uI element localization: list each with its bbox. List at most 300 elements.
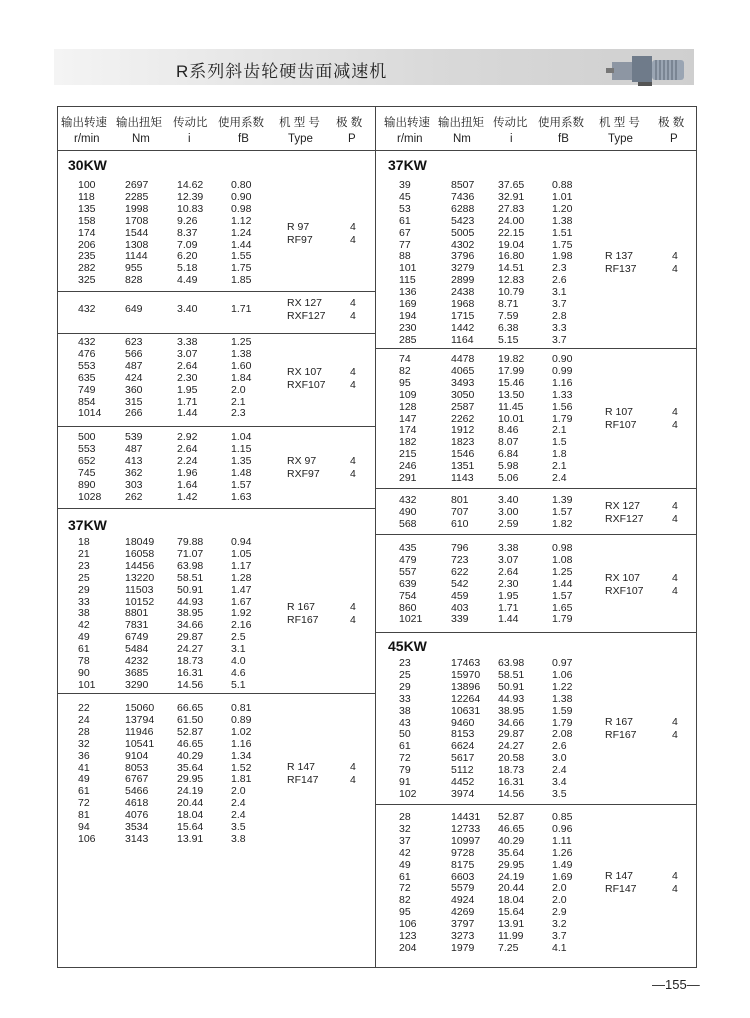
ratio-cell: 2.64 [177,442,198,455]
torque-cell: 13896 [451,680,481,693]
speed-cell: 41 [78,761,90,774]
header-poles-unit: P [348,133,356,145]
model-type-label: R 107 [605,406,634,419]
ratio-cell: 7.59 [498,309,519,322]
ratio-cell: 16.80 [498,250,525,263]
torque-cell: 622 [451,565,469,578]
torque-cell: 16058 [125,547,155,560]
torque-cell: 3290 [125,678,149,691]
torque-cell: 262 [125,490,143,503]
torque-cell: 13220 [125,571,155,584]
torque-cell: 4924 [451,894,475,907]
factor-cell: 1.51 [552,226,573,239]
poles-label: 4 [350,233,356,246]
speed-cell: 860 [399,601,417,614]
model-type-label: RXF107 [605,584,644,597]
speed-cell: 118 [78,190,95,203]
speed-cell: 50 [399,728,411,741]
speed-cell: 22 [78,702,90,714]
speed-cell: 215 [399,448,417,461]
speed-cell: 553 [78,442,96,455]
torque-cell: 5466 [125,785,149,798]
model-type-label: R 167 [287,601,316,614]
factor-cell: 1.20 [552,202,573,215]
speed-cell: 49 [78,773,90,786]
factor-cell: 1.47 [231,583,252,596]
factor-cell: 1.38 [552,214,573,227]
factor-cell: 0.85 [552,811,573,823]
speed-cell: 432 [78,303,96,315]
group-separator [57,333,375,334]
torque-cell: 566 [125,347,143,360]
ratio-cell: 38.95 [177,607,204,620]
speed-cell: 230 [399,321,417,334]
torque-cell: 3273 [451,930,475,942]
speed-cell: 72 [399,752,411,765]
header-type-right: 机 型 号 [599,117,640,129]
poles-label: 4 [672,870,678,883]
factor-cell: 1.82 [552,517,573,530]
ratio-cell: 18.73 [177,655,204,667]
factor-cell: 3.4 [552,776,567,788]
torque-cell: 3143 [125,832,149,845]
header-type: 机 型 号 [279,117,320,129]
poles-label: 4 [350,601,356,614]
poles-label: 4 [350,220,356,233]
ratio-cell: 35.64 [498,846,525,859]
model-type-label: RF97 [287,233,313,246]
torque-cell: 1442 [451,321,475,334]
speed-cell: 61 [399,214,411,227]
model-type-label: RF147 [287,774,319,787]
torque-cell: 1143 [451,472,474,484]
speed-cell: 282 [78,262,96,275]
section-title-45kw: 45KW [388,638,427,654]
torque-cell: 3974 [451,787,475,800]
torque-cell: 610 [451,517,469,530]
speed-cell: 325 [78,274,96,287]
factor-cell: 1.49 [552,858,573,871]
factor-cell: 1.38 [552,692,573,705]
torque-cell: 1823 [451,436,475,449]
ratio-cell: 20.44 [498,882,525,895]
header-factor: 使用系数 [218,117,264,129]
ratio-cell: 40.29 [498,834,525,847]
speed-cell: 88 [399,250,411,263]
factor-cell: 1.25 [231,336,252,348]
header-type-unit: Type [288,133,313,145]
torque-cell: 6767 [125,773,149,786]
speed-cell: 435 [399,542,417,554]
poles-label: 4 [672,512,678,525]
speed-cell: 432 [399,494,417,506]
speed-cell: 90 [78,666,90,679]
torque-cell: 487 [125,359,143,372]
factor-cell: 0.98 [552,542,573,554]
ratio-cell: 14.56 [177,678,204,691]
ratio-cell: 19.82 [498,353,525,365]
factor-cell: 1.12 [231,214,252,227]
factor-cell: 3.2 [552,918,567,931]
speed-cell: 36 [78,749,90,762]
torque-cell: 413 [125,454,143,467]
poles-label: 4 [350,761,356,774]
torque-cell: 15060 [125,702,155,714]
torque-cell: 7436 [451,190,475,203]
ratio-cell: 58.51 [177,571,204,584]
speed-cell: 78 [78,655,90,667]
speed-cell: 82 [399,894,411,907]
ratio-cell: 34.66 [177,619,204,632]
factor-cell: 1.34 [231,749,252,762]
torque-cell: 1968 [451,298,475,310]
speed-cell: 100 [78,179,96,191]
speed-cell: 23 [399,657,411,669]
speed-cell: 106 [78,832,96,845]
factor-cell: 0.90 [552,353,573,365]
factor-cell: 1.81 [231,773,252,786]
section-title-37kw-left: 37KW [68,517,107,533]
ratio-cell: 50.91 [498,680,525,693]
speed-cell: 182 [399,436,417,449]
factor-cell: 0.94 [231,536,252,548]
torque-cell: 424 [125,371,143,384]
factor-cell: 0.90 [231,190,252,203]
speed-cell: 639 [399,577,417,590]
ratio-cell: 13.50 [498,388,525,401]
speed-cell: 32 [78,737,90,750]
speed-cell: 28 [78,725,90,738]
ratio-cell: 3.00 [498,505,519,518]
ratio-cell: 19.04 [498,238,525,251]
speed-cell: 479 [399,553,417,566]
factor-cell: 1.28 [231,571,252,584]
header-torque: 输出扭矩 [116,117,162,129]
header-ratio: 传动比 [173,117,208,129]
header-ratio-right: 传动比 [493,117,528,129]
speed-cell: 749 [78,383,96,396]
ratio-cell: 2.30 [177,371,198,384]
torque-cell: 828 [125,274,143,287]
ratio-cell: 6.20 [177,250,198,263]
ratio-cell: 32.91 [498,190,525,203]
torque-cell: 801 [451,494,469,506]
ratio-cell: 14.56 [498,787,525,800]
model-type-label: RF167 [287,614,319,627]
ratio-cell: 3.07 [177,347,198,360]
torque-cell: 955 [125,262,143,275]
torque-cell: 1708 [125,214,149,227]
factor-cell: 3.7 [552,298,567,310]
ratio-cell: 5.18 [177,262,198,275]
torque-cell: 3279 [451,262,475,275]
torque-cell: 623 [125,336,143,348]
speed-cell: 38 [399,704,411,717]
ratio-cell: 11.99 [498,930,524,942]
factor-cell: 2.4 [552,472,567,484]
factor-cell: 1.69 [552,870,573,883]
ratio-cell: 13.91 [177,832,204,845]
factor-cell: 1.25 [552,565,573,578]
speed-cell: 135 [78,202,96,215]
model-type-label: RXF127 [605,512,644,525]
ratio-cell: 18.04 [177,809,204,822]
ratio-cell: 63.98 [177,559,204,572]
speed-cell: 557 [399,565,417,578]
speed-cell: 79 [399,764,411,777]
ratio-cell: 13.91 [498,918,525,931]
factor-cell: 1.52 [231,761,252,774]
ratio-cell: 29.87 [498,728,525,741]
model-type-label: R 147 [287,761,316,774]
torque-cell: 4065 [451,364,475,377]
factor-cell: 1.79 [552,716,573,729]
torque-cell: 9104 [125,749,149,762]
ratio-cell: 3.40 [177,303,198,315]
torque-cell: 303 [125,478,143,491]
ratio-cell: 37.65 [498,179,525,191]
factor-cell: 2.9 [552,906,567,919]
ratio-cell: 44.93 [498,692,525,705]
speed-cell: 29 [78,583,90,596]
header-factor-right: 使用系数 [538,117,584,129]
torque-cell: 3534 [125,821,149,833]
ratio-cell: 63.98 [498,657,525,669]
ratio-cell: 11.45 [498,400,524,413]
factor-cell: 1.79 [552,412,573,425]
ratio-cell: 12.39 [177,190,204,203]
header-speed-right: 输出转速 [384,117,430,129]
speed-cell: 37 [399,834,411,847]
speed-cell: 91 [399,776,411,788]
ratio-cell: 2.30 [498,577,519,590]
ratio-cell: 44.93 [177,595,204,608]
poles-label: 4 [350,454,356,467]
page-title: R系列斜齿轮硬齿面减速机 [176,62,388,81]
model-type-label: RX 97 [287,454,317,467]
speed-cell: 568 [399,517,417,530]
speed-cell: 635 [78,371,96,384]
torque-cell: 12733 [451,822,481,835]
torque-cell: 10152 [125,595,155,608]
factor-cell: 2.4 [231,809,246,822]
speed-cell: 101 [78,678,96,691]
factor-cell: 2.6 [552,274,567,287]
ratio-cell: 8.46 [498,424,519,437]
factor-cell: 1.75 [552,238,573,251]
ratio-cell: 29.95 [498,858,525,871]
factor-cell: 1.17 [231,559,252,572]
column-divider [375,106,376,968]
factor-cell: 2.08 [552,728,573,741]
ratio-cell: 6.84 [498,448,519,461]
factor-cell: 0.81 [231,702,252,714]
header-speed-unit: r/min [74,133,100,145]
factor-cell: 2.3 [231,407,246,420]
speed-cell: 77 [399,238,411,251]
torque-cell: 9460 [451,716,475,729]
ratio-cell: 4.49 [177,274,198,287]
factor-cell: 1.98 [552,250,573,263]
torque-cell: 649 [125,303,143,315]
factor-cell: 2.0 [231,785,246,798]
ratio-cell: 46.65 [498,822,525,835]
torque-cell: 14456 [125,559,155,572]
group-separator [375,804,697,805]
torque-cell: 796 [451,542,469,554]
torque-cell: 10997 [451,834,481,847]
torque-cell: 339 [451,613,469,626]
ratio-cell: 18.04 [498,894,525,907]
torque-cell: 5579 [451,882,475,895]
factor-cell: 1.48 [231,466,252,479]
factor-cell: 3.7 [552,930,567,942]
factor-cell: 3.5 [552,787,567,800]
factor-cell: 1.8 [552,448,567,461]
speed-cell: 102 [399,787,417,800]
factor-cell: 1.85 [231,274,252,287]
torque-cell: 360 [125,383,143,396]
poles-label: 4 [350,614,356,627]
ratio-cell: 2.59 [498,517,519,530]
torque-cell: 2697 [125,179,149,191]
ratio-cell: 16.31 [498,776,525,788]
torque-cell: 542 [451,577,469,590]
speed-cell: 476 [78,347,96,360]
poles-label: 4 [350,309,356,322]
speed-cell: 25 [399,668,411,681]
poles-label: 4 [672,406,678,419]
factor-cell: 2.1 [552,424,567,437]
ratio-cell: 1.64 [177,478,198,491]
speed-cell: 206 [78,238,96,251]
ratio-cell: 35.64 [177,761,204,774]
speed-cell: 32 [399,822,411,835]
factor-cell: 0.88 [552,179,573,191]
speed-cell: 61 [78,785,90,798]
torque-cell: 8507 [451,179,475,191]
torque-cell: 3050 [451,388,475,401]
ratio-cell: 27.83 [498,202,525,215]
factor-cell: 1.60 [231,359,252,372]
torque-cell: 5112 [451,764,474,777]
factor-cell: 2.4 [231,797,246,810]
speed-cell: 128 [399,400,417,413]
group-separator [57,693,375,694]
speed-cell: 158 [78,214,96,227]
poles-label: 4 [672,250,678,263]
ratio-cell: 40.29 [177,749,204,762]
speed-cell: 49 [78,631,90,644]
poles-label: 4 [672,716,678,729]
torque-cell: 15970 [451,668,481,681]
header-ratio-unit: i [188,133,191,145]
torque-cell: 487 [125,442,143,455]
torque-cell: 362 [125,466,143,479]
speed-cell: 29 [399,680,411,693]
ratio-cell: 24.27 [177,643,204,656]
factor-cell: 0.99 [552,364,573,377]
ratio-cell: 29.87 [177,631,204,644]
header-ratio-unit-right: i [510,133,513,145]
ratio-cell: 38.95 [498,704,525,717]
factor-cell: 2.16 [231,619,252,632]
speed-cell: 67 [399,226,411,239]
speed-cell: 136 [399,286,417,299]
speed-cell: 81 [78,809,90,822]
ratio-cell: 10.01 [498,412,525,425]
gear-motor-icon [600,50,692,88]
header-type-unit-right: Type [608,133,633,145]
speed-cell: 204 [399,941,417,954]
factor-cell: 2.0 [552,882,567,895]
speed-cell: 33 [399,692,411,705]
ratio-cell: 15.46 [498,376,525,389]
factor-cell: 4.6 [231,666,246,679]
speed-cell: 109 [399,388,417,401]
factor-cell: 3.0 [552,752,567,765]
ratio-cell: 24.27 [498,740,525,753]
ratio-cell: 8.71 [498,298,519,310]
factor-cell: 1.22 [552,680,573,693]
factor-cell: 5.1 [231,678,246,691]
ratio-cell: 1.71 [177,395,198,408]
factor-cell: 1.84 [231,371,252,384]
torque-cell: 1544 [125,226,149,239]
factor-cell: 0.98 [231,202,252,215]
factor-cell: 1.57 [552,589,573,602]
torque-cell: 2262 [451,412,475,425]
factor-cell: 1.75 [231,262,252,275]
ratio-cell: 8.37 [177,226,198,239]
factor-cell: 1.55 [231,250,252,263]
torque-cell: 539 [125,431,143,443]
ratio-cell: 52.87 [177,725,204,738]
factor-cell: 1.01 [552,190,573,203]
ratio-cell: 15.64 [498,906,525,919]
factor-cell: 1.04 [231,431,252,443]
torque-cell: 723 [451,553,469,566]
factor-cell: 3.7 [552,333,567,346]
model-type-label: RXF127 [287,309,326,322]
factor-cell: 1.16 [231,737,252,750]
factor-cell: 1.15 [231,442,252,455]
factor-cell: 3.3 [552,321,567,334]
group-separator [57,508,375,509]
speed-cell: 95 [399,906,411,919]
ratio-cell: 5.06 [498,472,519,484]
factor-cell: 1.92 [231,607,252,620]
torque-cell: 10631 [451,704,481,717]
factor-cell: 1.59 [552,704,573,717]
ratio-cell: 79.88 [177,536,204,548]
factor-cell: 0.97 [552,657,573,669]
factor-cell: 1.65 [552,601,573,614]
header-torque-unit: Nm [132,133,150,145]
torque-cell: 14431 [451,811,481,823]
header-poles: 极 数 [336,117,363,129]
torque-cell: 3797 [451,918,475,931]
model-type-label: RF147 [605,883,637,896]
torque-cell: 5484 [125,643,149,656]
ratio-cell: 24.19 [177,785,204,798]
torque-cell: 2285 [125,190,149,203]
factor-cell: 3.1 [231,643,246,656]
ratio-cell: 1.96 [177,466,198,479]
ratio-cell: 3.40 [498,494,519,506]
ratio-cell: 20.44 [177,797,204,810]
ratio-cell: 1.44 [177,407,198,420]
